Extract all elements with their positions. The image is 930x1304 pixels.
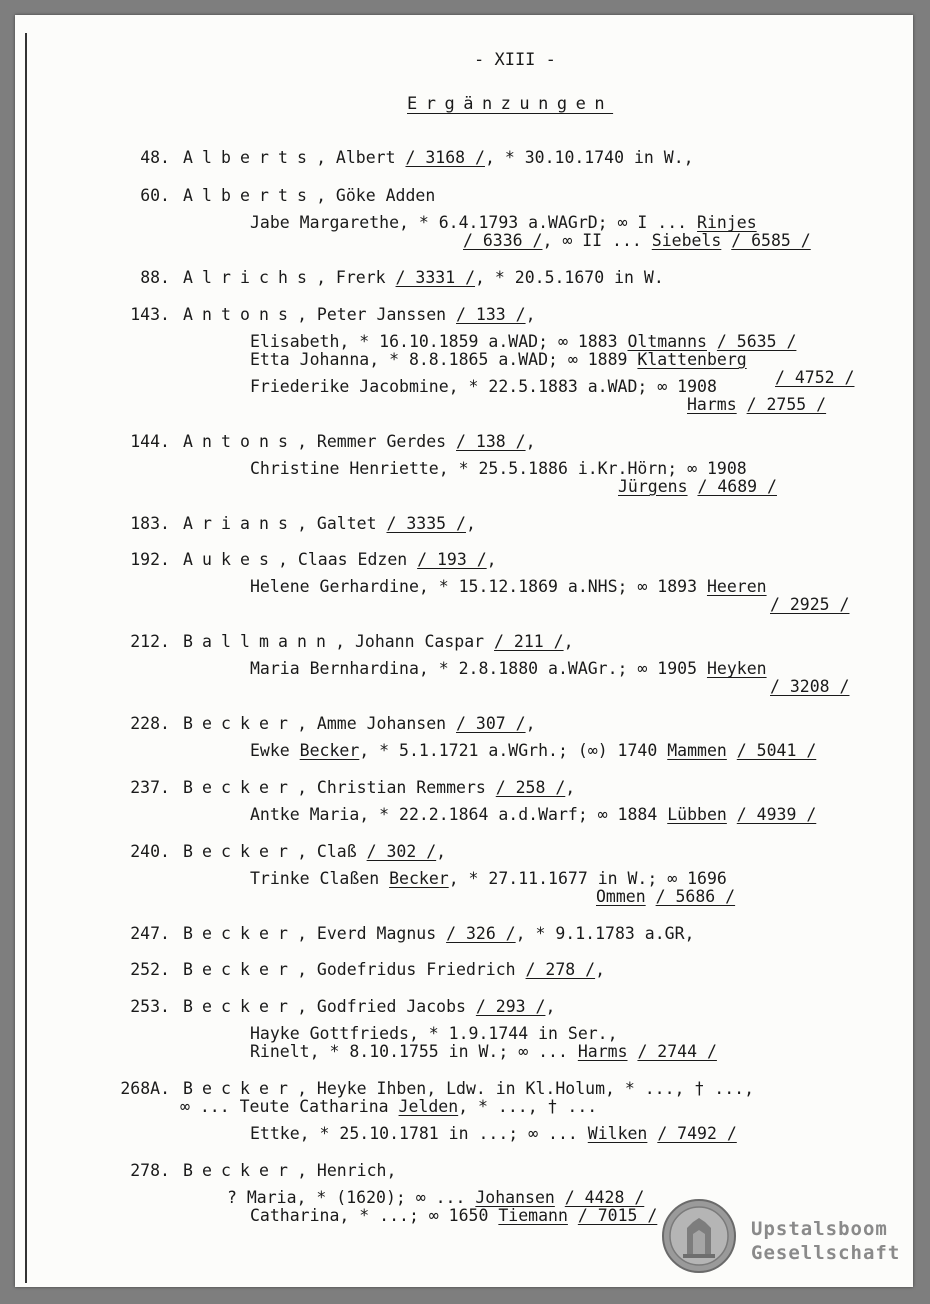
- entry-line: [183, 960, 605, 980]
- surname: Alberts: [183, 148, 317, 167]
- spouse-surname: Klattenberg: [637, 350, 747, 369]
- entry-detail: ,: [525, 714, 536, 733]
- entry-line: [183, 514, 476, 534]
- ref-number: / 193 /: [417, 550, 487, 569]
- margin-rule: [25, 33, 27, 1283]
- ref-number-text: / 2925 /: [770, 595, 850, 614]
- entry-number: 212.: [130, 632, 170, 651]
- entry-line: [183, 842, 446, 862]
- child-text: Hayke Gottfrieds, * 1.9.1744 in Ser.,: [250, 1024, 618, 1043]
- ref-number: / 2755 /: [746, 395, 827, 414]
- entry-number: 240.: [130, 842, 170, 861]
- given-names: , Frerk: [316, 268, 386, 287]
- entry-line: [183, 778, 575, 798]
- child-line: [250, 213, 757, 233]
- spouse-surname: Rinjes: [697, 213, 757, 232]
- given-names: , Amme Johansen: [297, 714, 447, 733]
- child-line: [250, 1124, 737, 1144]
- surname: Becker: [183, 842, 298, 861]
- spouse-surname: Harms: [577, 1042, 628, 1061]
- given-names: , Everd Magnus: [297, 924, 437, 943]
- child-text: , * 27.11.1677 in W.; ∞ 1696: [448, 869, 727, 888]
- entry-number: 237.: [130, 778, 170, 797]
- ref-number: / 278 /: [525, 960, 596, 979]
- surname: Antons: [183, 432, 298, 451]
- child-line: [250, 1042, 717, 1062]
- surname: Ballmann: [183, 632, 336, 651]
- spouse-surname: Jürgens: [618, 477, 688, 496]
- child-text: Catharina, * ...; ∞ 1650: [250, 1206, 499, 1225]
- given-names: , Peter Janssen: [297, 305, 447, 324]
- spouse-surname: Jelden: [398, 1097, 459, 1116]
- surname: Antons: [183, 305, 298, 324]
- surname: Becker: [183, 924, 298, 943]
- surname: Arians: [183, 514, 298, 533]
- child-line: [250, 659, 767, 679]
- surname: Alberts: [183, 186, 317, 205]
- given-names: , Göke Adden: [316, 186, 436, 205]
- document-page: [15, 15, 913, 1287]
- surname: Becker: [183, 997, 298, 1016]
- child-text: Ettke, * 25.10.1781 in ...; ∞ ...: [250, 1124, 588, 1143]
- upstalsboom-logo: [661, 1198, 899, 1274]
- ref-number: / 3331 /: [395, 268, 476, 287]
- child-line: [250, 1024, 618, 1044]
- spouse-surname: Mammen: [667, 741, 727, 760]
- ref-number: [770, 595, 849, 615]
- entry-detail: ,: [436, 842, 447, 861]
- entry-line: [183, 1079, 754, 1099]
- child-text: Antke Maria, * 22.2.1864 a.d.Warf; ∞ 1884: [250, 805, 668, 824]
- entry-number: 88.: [140, 268, 170, 287]
- child-line: [618, 477, 777, 497]
- given-names: , Johann Caspar: [335, 632, 485, 651]
- given-names: , Henrich,: [297, 1161, 397, 1180]
- child-line: [250, 350, 747, 370]
- child-line: [596, 887, 735, 907]
- ref-number: / 7015 /: [577, 1206, 658, 1225]
- entry-number: 247.: [130, 924, 170, 943]
- entry-detail: ,: [563, 632, 574, 651]
- child-line: [250, 1206, 657, 1226]
- entry-line: [183, 305, 536, 325]
- entry-detail: ,: [545, 997, 556, 1016]
- child-line: [250, 577, 767, 597]
- surname: Becker: [183, 1161, 298, 1180]
- entry-number: 253.: [130, 997, 170, 1016]
- spouse-surname: Wilken: [587, 1124, 648, 1143]
- marriage-text: ∞ ... Teute Catharina: [180, 1097, 399, 1116]
- child-line: [250, 741, 816, 761]
- child-text: Elisabeth, * 16.10.1859 a.WAD; ∞ 1883: [250, 332, 628, 351]
- given-names: , Remmer Gerdes: [297, 432, 447, 451]
- given-names: , Christian Remmers: [297, 778, 486, 797]
- ref-number: / 3335 /: [386, 514, 466, 533]
- surname: Becker: [183, 1079, 298, 1098]
- entry-number: 60.: [140, 186, 170, 205]
- entry-detail: ,: [465, 514, 476, 533]
- ref-number: / 4689 /: [697, 477, 777, 496]
- page-title: Ergänzungen: [407, 94, 614, 114]
- surname: Becker: [183, 960, 298, 979]
- ref-number: [775, 368, 854, 388]
- ref-number: / 7492 /: [657, 1124, 737, 1143]
- ref-number: / 138 /: [456, 432, 526, 451]
- ref-number: / 133 /: [456, 305, 526, 324]
- entry-number: 192.: [130, 550, 170, 569]
- marriage-text: , * ..., † ...: [458, 1097, 598, 1116]
- page-number: - XIII -: [474, 50, 556, 70]
- spouse-surname: Oltmanns: [627, 332, 707, 351]
- spouse-surname: Heeren: [706, 577, 767, 596]
- child-text: Helene Gerhardine, * 15.12.1869 a.NHS; ∞ 1893: [250, 577, 707, 596]
- ref-number: / 2744 /: [637, 1042, 717, 1061]
- given-names: , Heyke Ihben, Ldw. in Kl.Holum, * ..., † ...,: [297, 1079, 755, 1098]
- entry-line: [183, 432, 536, 452]
- entry-line: [183, 714, 536, 734]
- child-surname: Becker: [299, 741, 360, 760]
- entry-detail: ,: [486, 550, 497, 569]
- logo-line-1: Upstalsboom: [751, 1218, 888, 1240]
- entry-detail: ,: [565, 778, 576, 797]
- ref-number: / 211 /: [494, 632, 564, 651]
- child-text: Rinelt, * 8.10.1755 in W.; ∞ ...: [250, 1042, 578, 1061]
- entry-detail: , * 30.10.1740 in W.,: [484, 148, 694, 167]
- entry-number: 143.: [130, 305, 170, 324]
- child-text: , * 5.1.1721 a.WGrh.; (∞) 1740: [359, 741, 668, 760]
- child-line: [227, 1188, 644, 1208]
- child-text: Etta Johanna, * 8.8.1865 a.WAD; ∞ 1889: [250, 350, 638, 369]
- surname: Aukes: [183, 550, 279, 569]
- ref-number: / 302 /: [366, 842, 437, 861]
- entry-number: 183.: [130, 514, 170, 533]
- ref-number: / 3168 /: [405, 148, 485, 167]
- entry-number: 48.: [140, 148, 170, 167]
- ref-number: / 5041 /: [736, 741, 817, 760]
- spouse-surname: Johansen: [475, 1188, 555, 1207]
- entry-detail: ,: [595, 960, 606, 979]
- ref-number: / 6336 /: [463, 231, 543, 250]
- entry-detail: ,: [525, 432, 536, 451]
- entry-line: [183, 924, 694, 944]
- surname: Becker: [183, 778, 298, 797]
- spouse-surname: Tiemann: [498, 1206, 568, 1225]
- surname: Alrichs: [183, 268, 317, 287]
- given-names: , Claas Edzen: [278, 550, 408, 569]
- ref-number-text: / 3208 /: [770, 677, 850, 696]
- logo-line-2: Gesellschaft: [751, 1242, 901, 1264]
- child-text: Ewke: [250, 741, 300, 760]
- ref-number: [770, 677, 849, 697]
- child-text: Maria Bernhardina, * 2.8.1880 a.WAGr.; ∞ 1905: [250, 659, 707, 678]
- entry-number: 144.: [130, 432, 170, 451]
- spouse-surname: Harms: [687, 395, 737, 414]
- entry-detail: , * 20.5.1670 in W.: [475, 268, 664, 287]
- given-names: , Godefridus Friedrich: [297, 960, 516, 979]
- child-text: , ∞ II ...: [542, 231, 652, 250]
- child-text: Friederike Jacobmine, * 22.5.1883 a.WAD; ∞ 1908: [250, 377, 717, 396]
- entry-detail: , * 9.1.1783 a.GR,: [515, 924, 695, 943]
- child-line: [250, 869, 727, 889]
- given-names: , Godfried Jacobs: [297, 997, 466, 1016]
- ref-number: / 4428 /: [564, 1188, 645, 1207]
- entry-line: [183, 550, 497, 570]
- seal-icon: [661, 1198, 737, 1274]
- child-line: [250, 377, 717, 397]
- ref-number: / 5686 /: [655, 887, 736, 906]
- child-line: [250, 805, 816, 825]
- ref-number: / 4939 /: [736, 805, 817, 824]
- child-text: Jabe Margarethe, * 6.4.1793 a.WAGrD; ∞ I ...: [250, 213, 698, 232]
- spouse-surname: Lübben: [667, 805, 727, 824]
- ref-number-text: / 4752 /: [775, 368, 855, 387]
- entry-line: [183, 997, 555, 1017]
- entry-detail: ,: [525, 305, 536, 324]
- spouse-surname: Ommen: [596, 887, 646, 906]
- child-text: Trinke Claßen: [250, 869, 390, 888]
- entry-number: 268A.: [120, 1079, 170, 1098]
- entry-number: 252.: [130, 960, 170, 979]
- child-line: [250, 332, 796, 352]
- child-surname: Becker: [389, 869, 449, 888]
- entry-line: [183, 148, 694, 168]
- ref-number: / 293 /: [475, 997, 546, 1016]
- ref-number: / 5635 /: [716, 332, 797, 351]
- entry-line: [183, 186, 435, 206]
- spouse-surname: Heyken: [706, 659, 767, 678]
- surname: Becker: [183, 714, 298, 733]
- entry-number: 228.: [130, 714, 170, 733]
- entry-number: 278.: [130, 1161, 170, 1180]
- ref-number: / 326 /: [446, 924, 516, 943]
- ref-number: / 307 /: [456, 714, 526, 733]
- ref-number: / 258 /: [495, 778, 566, 797]
- spouse-surname: Siebels: [651, 231, 722, 250]
- entry-line: [183, 632, 574, 652]
- given-names: , Galtet: [297, 514, 377, 533]
- ref-number: / 6585 /: [731, 231, 811, 250]
- entry-line: [183, 1161, 396, 1181]
- given-names: , Albert: [316, 148, 396, 167]
- child-text: ? Maria, * (1620); ∞ ...: [227, 1188, 476, 1207]
- marriage-line: [180, 1097, 597, 1117]
- child-text: Christine Henriette, * 25.5.1886 i.Kr.Hörn; ∞ 1908: [250, 459, 747, 478]
- child-line: [463, 231, 811, 251]
- child-line: [687, 395, 826, 415]
- child-line: [250, 459, 747, 479]
- given-names: , Claß: [297, 842, 357, 861]
- entry-line: [183, 268, 664, 288]
